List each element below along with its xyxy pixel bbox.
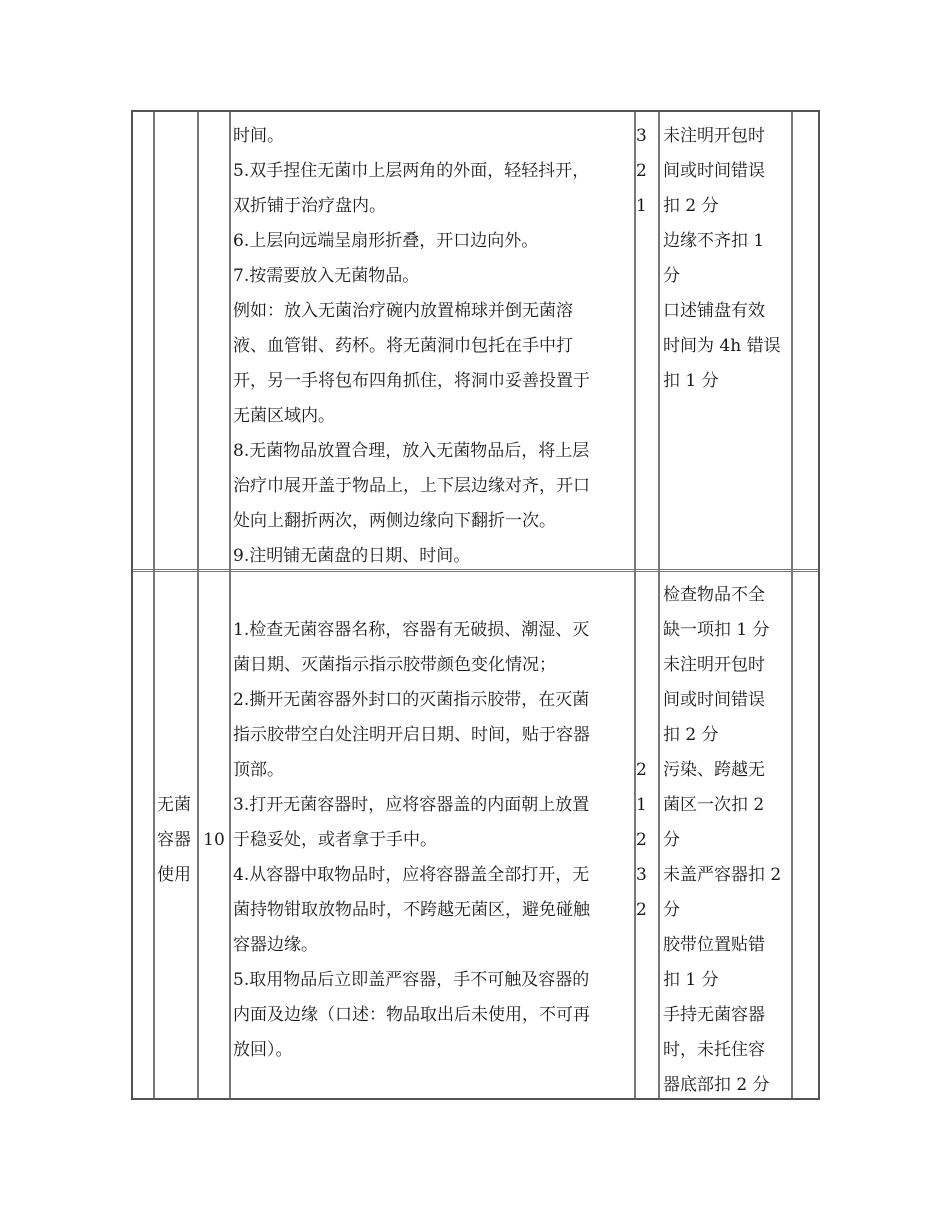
row2-steps — [233, 578, 590, 1068]
category-line: 容器 — [157, 830, 191, 850]
point-value: 2 — [636, 900, 647, 920]
deduction-line: 未注明开包时 — [663, 655, 765, 675]
step-line: 双折铺于治疗盘内。 — [233, 196, 386, 216]
deduction-line: 未注明开包时 — [663, 126, 765, 146]
column-divider — [634, 112, 636, 1098]
point-value: 2 — [636, 830, 647, 850]
deduction-line: 器底部扣 2 分 — [663, 1075, 770, 1095]
deduction-line: 口述铺盘有效 — [663, 301, 765, 321]
row1-deductions — [663, 119, 781, 399]
step-line: 9.注明铺无菌盘的日期、时间。 — [233, 546, 471, 566]
category-line: 使用 — [157, 865, 191, 885]
point-value: 1 — [636, 795, 647, 815]
deduction-line: 边缘不齐扣 1 — [663, 231, 765, 251]
deduction-line: 检查物品不全 — [663, 585, 765, 605]
deduction-line: 扣 1 分 — [663, 371, 719, 391]
deduction-line: 时，未托住容 — [663, 1040, 765, 1060]
deduction-line: 分 — [663, 900, 680, 920]
deduction-line: 菌区一次扣 2 — [663, 795, 765, 815]
point-value: 2 — [636, 161, 647, 181]
column-divider — [153, 112, 155, 1098]
step-line: 治疗巾展开盖于物品上，上下层边缘对齐，开口 — [233, 476, 590, 496]
row1-steps — [233, 119, 590, 574]
step-line: 指示胶带空白处注明开启日期、时间，贴于容器 — [233, 725, 590, 745]
point-value: 3 — [636, 865, 647, 885]
step-line: 7.按需要放入无菌物品。 — [233, 266, 420, 286]
deduction-line: 时间为 4h 错误 — [663, 336, 781, 356]
row2-score: 10 — [203, 830, 225, 850]
column-divider — [197, 112, 199, 1098]
step-line: 时间。 — [233, 126, 284, 146]
step-line: 3.打开无菌容器时，应将容器盖的内面朝上放置 — [233, 795, 590, 815]
step-line: 顶部。 — [233, 760, 284, 780]
step-line: 6.上层向远端呈扇形折叠，开口边向外。 — [233, 231, 539, 251]
step-line: 菌持物钳取放物品时，不跨越无菌区，避免碰触 — [233, 900, 590, 920]
step-line: 液、血管钳、药杯。将无菌洞巾包托在手中打 — [233, 336, 573, 356]
scoring-table — [131, 110, 820, 1100]
deduction-line: 分 — [663, 266, 680, 286]
step-line: 无菌区域内。 — [233, 406, 335, 426]
step-line: 4.从容器中取物品时，应将容器盖全部打开，无 — [233, 865, 590, 885]
row2-points — [636, 753, 656, 928]
row1-points — [636, 119, 656, 224]
step-line: 例如：放入无菌治疗碗内放置棉球并倒无菌溶 — [233, 301, 573, 321]
deduction-line: 分 — [663, 830, 680, 850]
point-value: 2 — [636, 760, 647, 780]
deduction-line: 污染、跨越无 — [663, 760, 765, 780]
step-line: 容器边缘。 — [233, 935, 318, 955]
step-line: 5.取用物品后立即盖严容器，手不可触及容器的 — [233, 970, 590, 990]
point-value: 3 — [636, 126, 647, 146]
deduction-line: 间或时间错误 — [663, 690, 765, 710]
row2-deductions — [663, 578, 781, 1103]
point-value: 1 — [636, 196, 647, 216]
deduction-line: 扣 2 分 — [663, 725, 719, 745]
step-line: 2.撕开无菌容器外封口的灭菌指示胶带，在灭菌 — [233, 690, 590, 710]
step-line — [233, 578, 590, 613]
step-line: 5.双手捏住无菌巾上层两角的外面，轻轻抖开， — [233, 161, 590, 181]
step-line: 开，另一手将包布四角抓住，将洞巾妥善投置于 — [233, 371, 590, 391]
column-divider — [658, 112, 660, 1098]
deduction-line: 手持无菌容器 — [663, 1005, 765, 1025]
column-divider — [229, 112, 231, 1098]
step-line: 处向上翻折两次，两侧边缘向下翻折一次。 — [233, 511, 556, 531]
step-line: 菌日期、灭菌指示指示胶带颜色变化情况； — [233, 655, 556, 675]
step-line: 8.无菌物品放置合理，放入无菌物品后，将上层 — [233, 441, 590, 461]
row2-category — [157, 788, 197, 893]
deduction-line: 胶带位置贴错 — [663, 935, 765, 955]
step-line: 1.检查无菌容器名称，容器有无破损、潮湿、灭 — [233, 620, 590, 640]
step-line: 于稳妥处，或者拿于手中。 — [233, 830, 437, 850]
deduction-line: 未盖严容器扣 2 — [663, 865, 782, 885]
deduction-line: 间或时间错误 — [663, 161, 765, 181]
deduction-line: 扣 1 分 — [663, 970, 719, 990]
deduction-line: 缺一项扣 1 分 — [663, 620, 770, 640]
step-line: 内面及边缘（口述：物品取出后未使用，不可再 — [233, 1005, 590, 1025]
category-line: 无菌 — [157, 795, 191, 815]
deduction-line: 扣 2 分 — [663, 196, 719, 216]
step-line: 放回）。 — [233, 1040, 293, 1060]
column-divider — [791, 112, 793, 1098]
